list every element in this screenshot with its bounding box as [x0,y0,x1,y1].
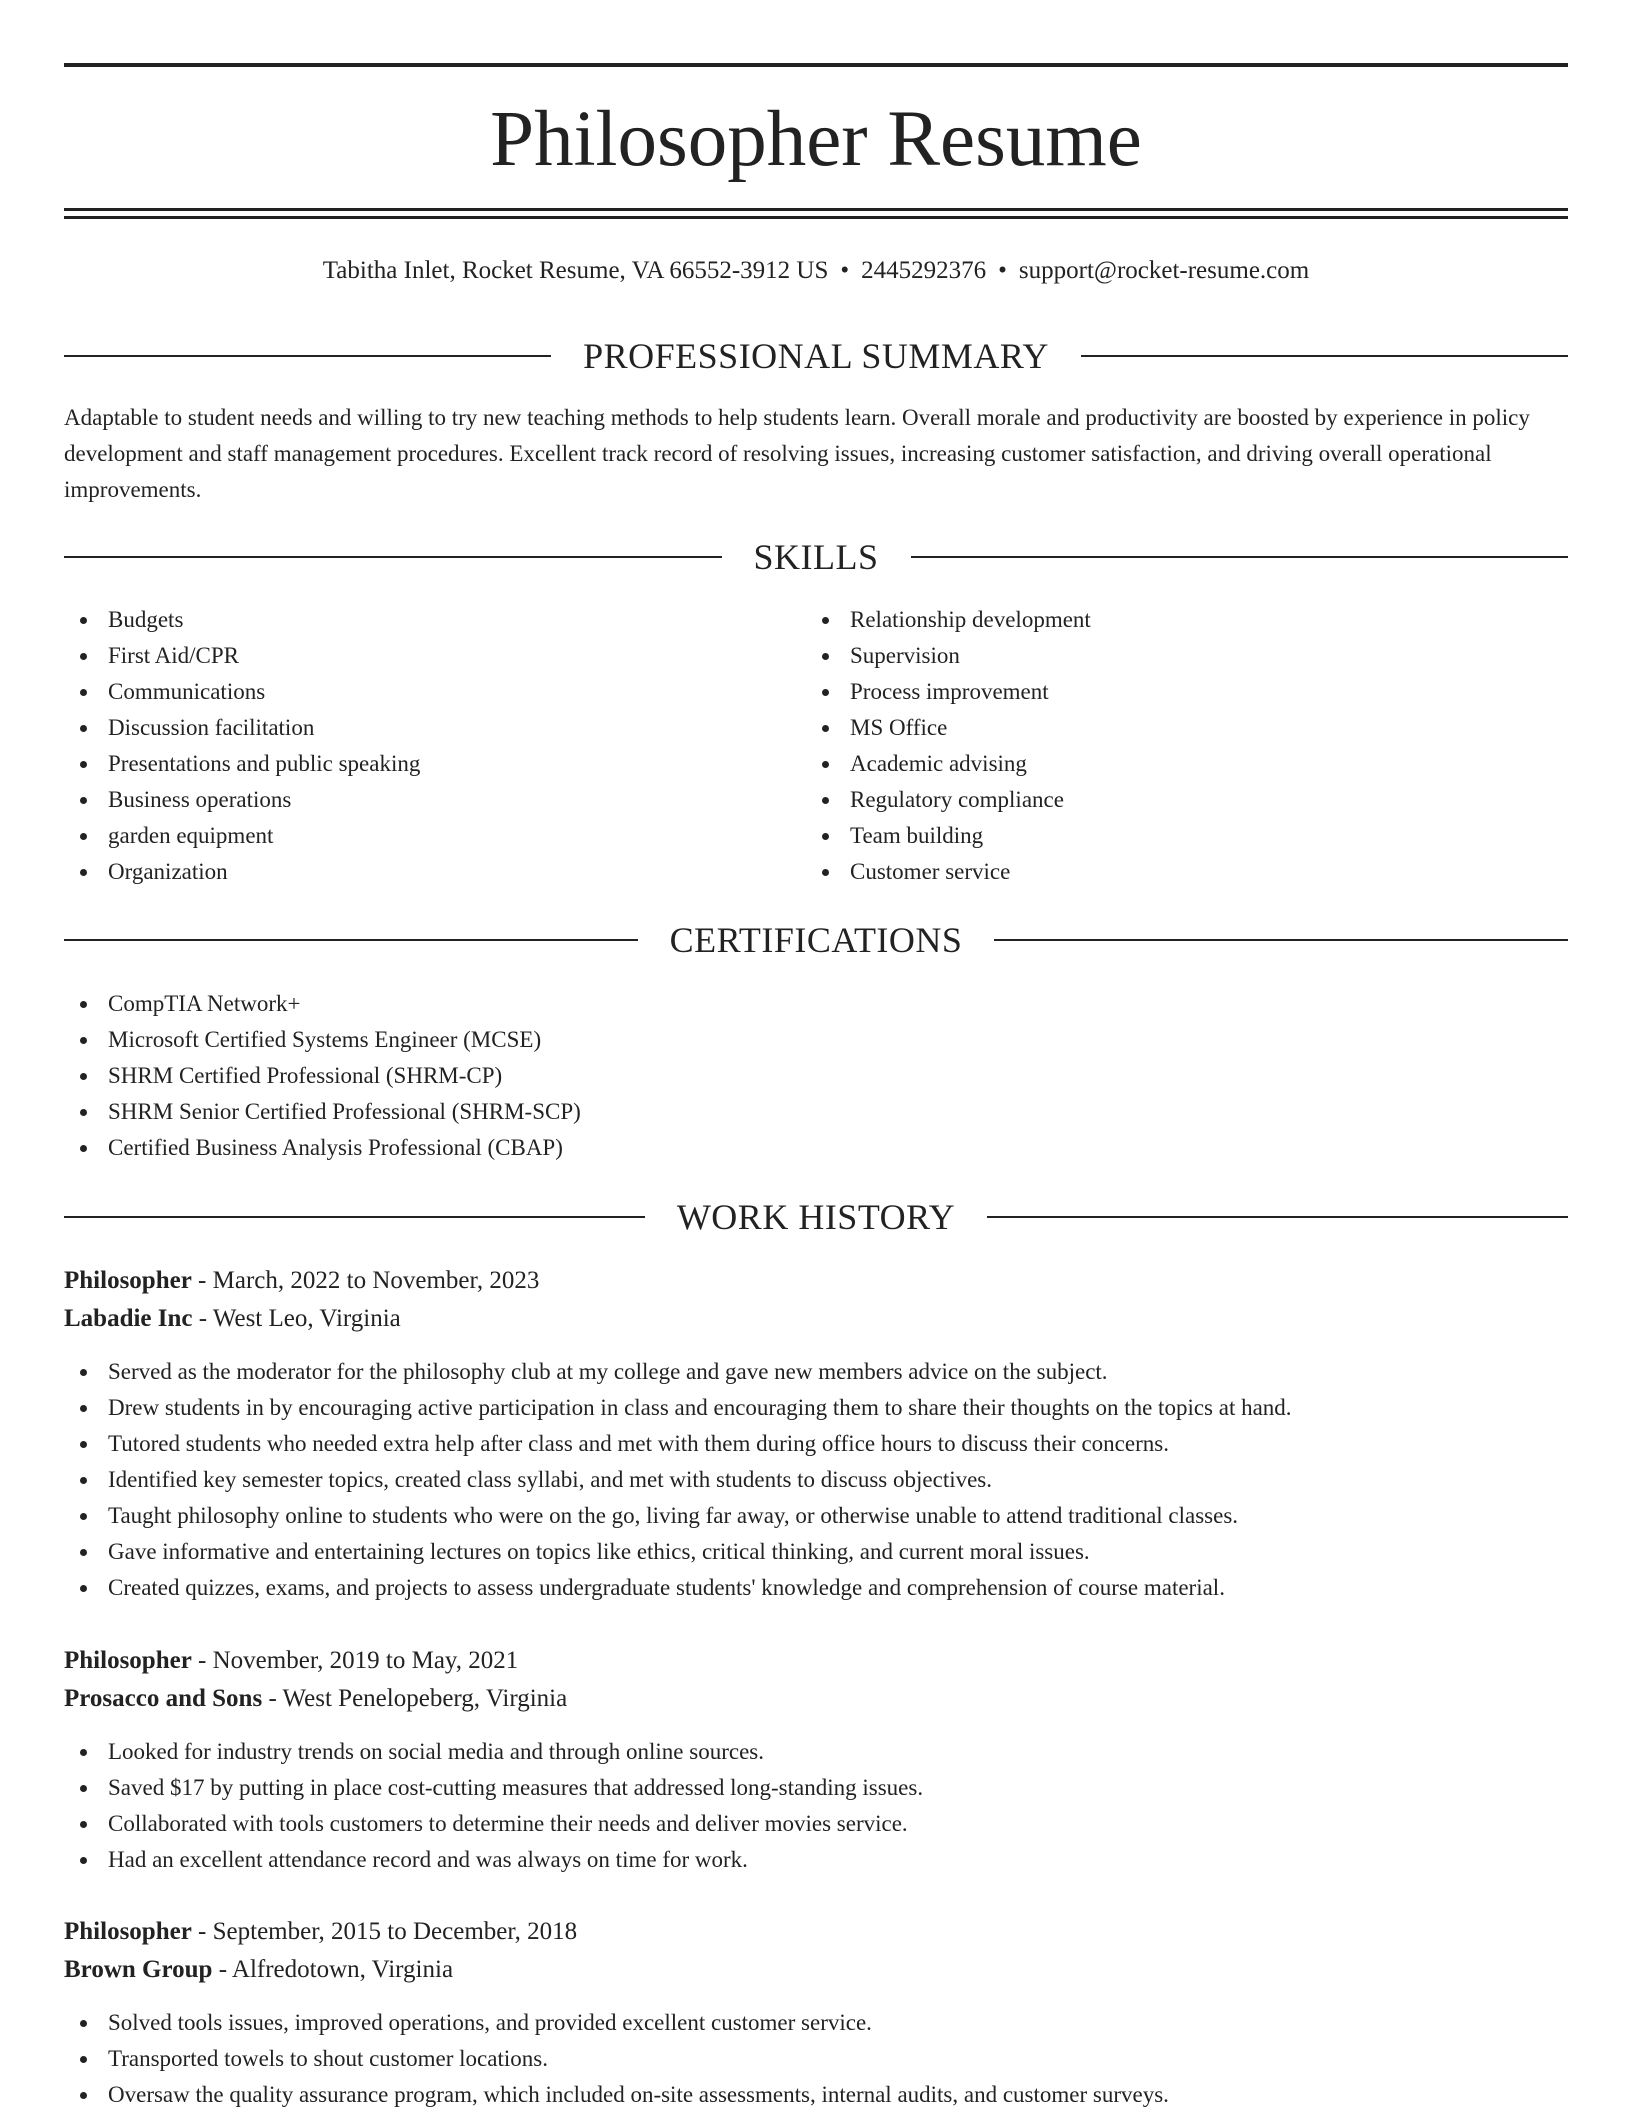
job-title-line [64,1913,1568,1951]
job-dates: - November, 2019 to May, 2021 [191,1647,519,1674]
section-rule [64,355,551,357]
skill-item: MS Office [806,710,1506,746]
job-bullet: Looked for industry trends on social media and through online sources. [64,1734,1568,1770]
job-company: Brown Group [64,1956,213,1983]
job-dates: - September, 2015 to December, 2018 [191,1918,578,1945]
section-rule [994,939,1568,941]
job-company-line [64,1951,1568,1989]
skill-item: Business operations [64,782,744,818]
section-rule [64,556,722,558]
skill-item: Organization [64,854,744,890]
job-bullet: Created quizzes, exams, and projects to assess undergraduate students' knowledge and comprehension of course material. [64,1570,1568,1606]
title-double-rule-bottom [64,216,1568,219]
title-double-rule-top [64,208,1568,211]
skill-item: Process improvement [806,674,1506,710]
skills-section-header [64,535,1568,579]
job-bullet: Gave informative and entertaining lectures on topics like ethics, critical thinking, and current moral issues. [64,1534,1568,1570]
job-bullet: Oversaw the quality assurance program, which included on-site assessments, internal audits, and customer surveys. [64,2077,1568,2113]
contact-phone: 2445292376 [861,257,987,284]
job-title-line [64,1642,1568,1680]
summary-text: Adaptable to student needs and willing to try new teaching methods to help students learn. Overall morale and productivity are boosted by experience in policy development and staff management procedures. Excellent track record of resolving issues, increasing customer satisfaction, and driving overall operational improvements. [64,405,1530,502]
section-rule [64,1216,645,1218]
job-bullet: Collaborated with tools customers to determine their needs and deliver movies service. [64,1806,1568,1842]
job-bullet: Tutored students who needed extra help after class and met with them during office hours to discuss their concerns. [64,1426,1568,1462]
skills-heading: SKILLS [753,537,879,577]
top-rule [64,63,1568,67]
job-company-line [64,1300,1568,1338]
section-rule [64,939,638,941]
skills-list-left [64,602,744,890]
skill-item: Team building [806,818,1506,854]
job-bullet: Solved tools issues, improved operations, and provided excellent customer service. [64,2005,1568,2041]
certification-item: Microsoft Certified Systems Engineer (MCSE) [64,1022,1464,1058]
job-title-line [64,1262,1568,1300]
page-title: Philosopher Resume [490,96,1142,183]
certification-item: CompTIA Network+ [64,986,1464,1022]
job-bullet: Drew students in by encouraging active participation in class and encouraging them to share their thoughts on the topics at hand. [64,1390,1568,1426]
job-bullet: Identified key semester topics, created class syllabi, and met with students to discuss objectives. [64,1462,1568,1498]
skill-item: First Aid/CPR [64,638,744,674]
job-company: Prosacco and Sons [64,1685,263,1712]
certifications-list [64,986,1464,1166]
contact-separator: • [840,257,850,284]
job-bullets [64,2005,1568,2113]
job-company: Labadie Inc [64,1305,193,1332]
job-location: - West Penelopeberg, Virginia [262,1685,568,1712]
job-title: Philosopher [64,1267,192,1294]
job-title: Philosopher [64,1647,192,1674]
skill-item: garden equipment [64,818,744,854]
skill-item: Presentations and public speaking [64,746,744,782]
certifications-heading: CERTIFICATIONS [669,920,963,960]
job-location: - West Leo, Virginia [192,1305,401,1332]
certification-item: Certified Business Analysis Professional (CBAP) [64,1130,1464,1166]
job-bullet: Served as the moderator for the philosophy club at my college and gave new members advice on the subject. [64,1354,1568,1390]
job-entry [64,1913,1568,1989]
job-entry [64,1642,1568,1718]
skill-item: Communications [64,674,744,710]
job-bullet: Saved $17 by putting in place cost-cutting measures that addressed long-standing issues. [64,1770,1568,1806]
job-title: Philosopher [64,1918,192,1945]
job-location: - Alfredotown, Virginia [212,1956,454,1983]
contact-email: support@rocket-resume.com [1018,257,1310,284]
contact-line [64,254,1568,288]
contact-address: Tabitha Inlet, Rocket Resume, VA 66552-3912 US [322,257,829,284]
skills-list-right [806,602,1506,890]
summary-heading: PROFESSIONAL SUMMARY [583,336,1049,376]
job-bullet: Taught philosophy online to students who were on the go, living far away, or otherwise unable to attend traditional classes. [64,1498,1568,1534]
certifications-section-header [64,918,1568,962]
contact-separator: • [998,257,1007,284]
job-bullets [64,1354,1568,1606]
summary-section-header [64,334,1568,378]
section-rule [987,1216,1568,1218]
job-bullet: Had an excellent attendance record and was always on time for work. [64,1842,1568,1878]
job-bullets [64,1734,1568,1878]
certification-item: SHRM Senior Certified Professional (SHRM-SCP) [64,1094,1464,1130]
skill-item: Discussion facilitation [64,710,744,746]
work-section-header [64,1195,1568,1239]
skill-item: Regulatory compliance [806,782,1506,818]
job-entry [64,1262,1568,1338]
skill-item: Customer service [806,854,1506,890]
skill-item: Budgets [64,602,744,638]
job-company-line [64,1680,1568,1718]
certification-item: SHRM Certified Professional (SHRM-CP) [64,1058,1464,1094]
work-heading: WORK HISTORY [676,1197,956,1237]
skill-item: Supervision [806,638,1506,674]
section-rule [911,556,1569,558]
job-dates: - March, 2022 to November, 2023 [191,1267,540,1294]
skill-item: Academic advising [806,746,1506,782]
section-rule [1081,355,1568,357]
job-bullet: Transported towels to shout customer locations. [64,2041,1568,2077]
skill-item: Relationship development [806,602,1506,638]
